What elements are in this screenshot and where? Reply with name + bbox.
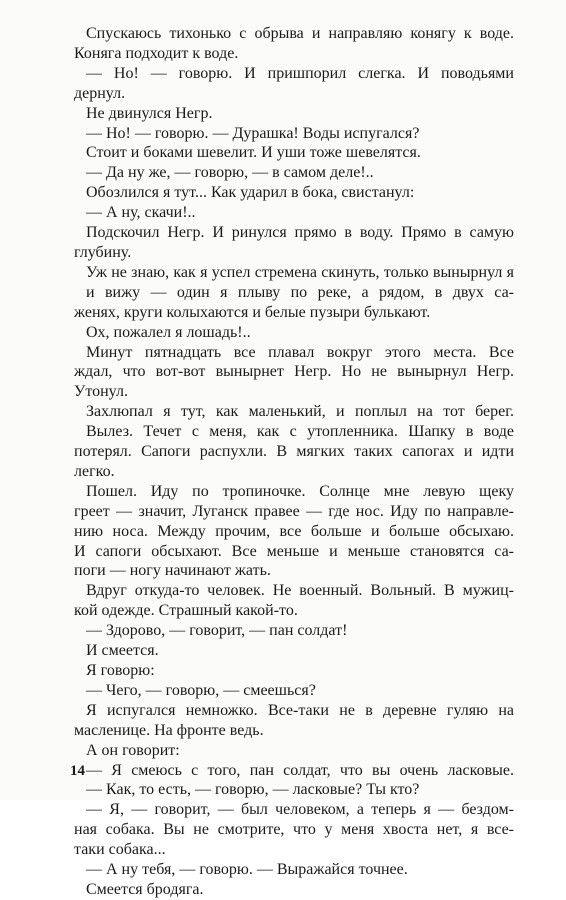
text-line: Коняга подходит к воде. xyxy=(74,44,239,62)
text-line: Спускаюсь тихонько с обрыва и направляю конягу к воде. xyxy=(86,25,514,42)
text-line: Ох, пожалел я лошадь!.. xyxy=(86,323,251,341)
text-line: масленице. На фронте ведь. xyxy=(74,721,264,739)
text-line: — Я, — говорит, — был человеком, а теперь я — бездом- xyxy=(86,801,514,819)
text-line: кой одежде. Страшный какой-то. xyxy=(74,602,298,620)
text-line: — Но! — говорю. — Дурашка! Воды испугался? xyxy=(86,124,420,142)
text-line: нию носа. Между прочим, все больше и больше обсыхаю. xyxy=(74,522,514,540)
page-number: 14 xyxy=(70,763,85,779)
text-line: поги — ногу начинают жать. xyxy=(74,562,271,580)
text-line: потерял. Сапоги распухли. В мягких таких сапогах и идти xyxy=(74,443,514,461)
text-line: таки собака... xyxy=(74,841,166,859)
text-line: И смеется. xyxy=(86,642,159,660)
text-line: Стоит и боками шевелит. И уши тоже шевелятся. xyxy=(86,144,421,162)
text-line: греет — значит, Луганск правее — где нос. Иду по направле- xyxy=(74,502,514,520)
text-line: Не двинулся Негр. xyxy=(86,104,213,122)
text-line: — Как, то есть, — говорю, — ласковые? Ты кто? xyxy=(86,781,420,799)
text-line: Вдруг откуда-то человек. Не военный. Вольный. В мужиц- xyxy=(86,582,514,600)
text-line: глубину. xyxy=(74,243,132,261)
text-line: Я испугался немножко. Все-таки не в деревне гуляю на xyxy=(86,701,514,719)
text-line: ная собака. Вы не смотрите, что у меня хвоста нет, я все- xyxy=(74,821,514,839)
text-line: Вылез. Течет с меня, как с утопленника. Шапку в воде xyxy=(86,423,514,441)
text-line: — Да ну же, — говорю, — в самом деле!.. xyxy=(86,164,374,182)
text-line: Утонул. xyxy=(74,383,128,401)
text-line: Обозлился я тут... Как ударил в бока, свистанул: xyxy=(86,184,415,202)
text-line: Я говорю: xyxy=(86,662,155,679)
text-line: легко. xyxy=(74,462,115,480)
text-line: Уж не знаю, как я успел стремена скинуть, только вынырнул я и вижу — один я плыву по реке, а рядом, в двух са- xyxy=(86,263,514,301)
text-line: — А ну, скачи!.. xyxy=(86,204,196,222)
text-line: — Здорово, — говорит, — пан солдат! xyxy=(86,622,348,640)
text-line: И сапоги обсыхают. Все меньше и меньше становятся са- xyxy=(74,542,514,560)
text-line: Подскочил Негр. И ринулся прямо в воду. Прямо в самую xyxy=(86,224,514,242)
text-line: Смеется бродяга. xyxy=(86,880,204,898)
text-line: Захлюпал я тут, как маленький, и поплыл на тот берег. xyxy=(86,403,514,421)
text-line: женях, круги колыхаются и белые пузыри булькают. xyxy=(74,303,431,321)
text-line: — Я смеюсь с того, пан солдат, что вы очень ласковые. xyxy=(86,761,514,779)
text-line: Пошел. Иду по тропиночке. Солнце мне левую щеку xyxy=(86,482,514,500)
text-line: Минут пятнадцать все плавал вокруг этого места. Все xyxy=(86,343,514,361)
page-text xyxy=(74,24,514,900)
text-line: — А ну тебя, — говорю. — Выражайся точнее. xyxy=(86,861,408,879)
text-line: А он говорит: xyxy=(86,741,180,759)
text-line: дернул. xyxy=(74,84,126,102)
text-line: — Чего, — говорю, — смеешься? xyxy=(86,681,316,699)
text-line: — Но! — говорю. И пришпорил слегка. И поводьями xyxy=(86,64,514,82)
text-line: ждал, что вот-вот вынырнет Негр. Но не вынырнул Негр. xyxy=(74,363,514,381)
